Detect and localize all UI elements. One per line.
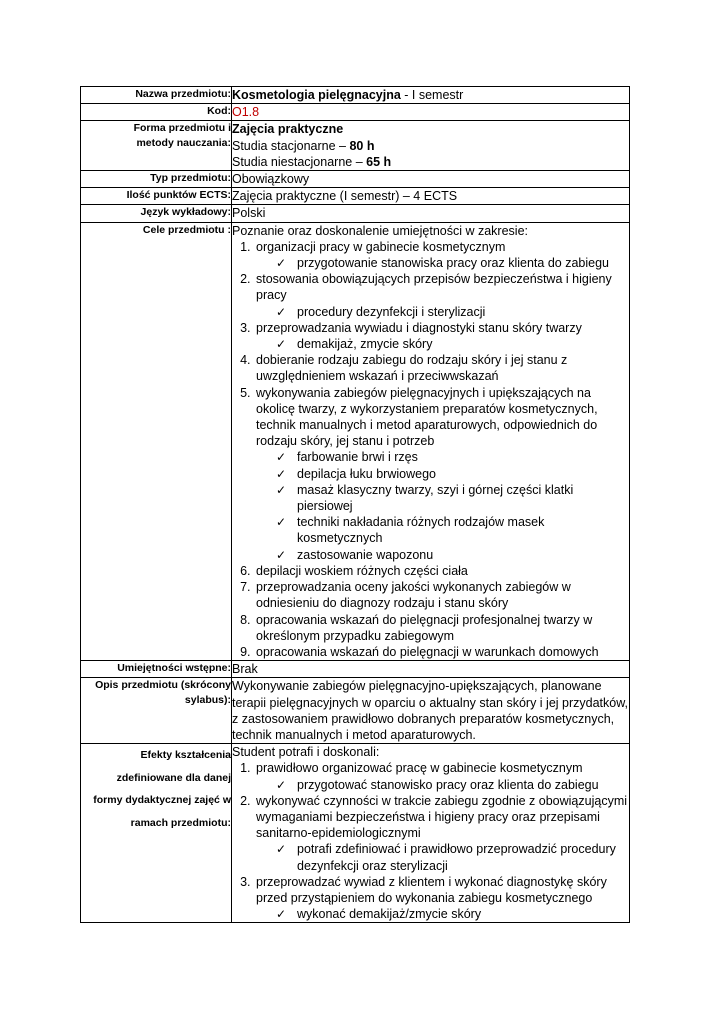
- checkmark-item: ✓ depilacja łuku brwiowego: [276, 466, 629, 482]
- label-typ: Typ przedmiotu:: [81, 171, 232, 188]
- value-umiejetnosci: Brak: [232, 661, 630, 678]
- label-opis-line-2: sylabus):: [184, 694, 231, 707]
- list-item-text: przeprowadzania wywiadu i diagnostyki stanu skóry twarzy: [256, 320, 582, 335]
- value-typ: Obowiązkowy: [232, 171, 630, 188]
- label-kod: Kod:: [81, 104, 232, 121]
- course-semester: - I semestr: [400, 88, 464, 102]
- checkmark-list: [256, 777, 629, 793]
- label-forma: [81, 121, 232, 171]
- row-typ: [81, 171, 630, 188]
- list-item-text: opracowania wskazań do pielęgnacji profesjonalnej twarzy w określonym przypadku zabiegowym: [256, 612, 593, 643]
- forma-heading: Zajęcia praktyczne: [232, 122, 344, 137]
- forma-stacjonarne: [232, 138, 629, 154]
- list-item-text: stosowania obowiązujących przepisów bezpieczeństwa i higieny pracy: [256, 272, 612, 303]
- row-opis: [81, 678, 630, 744]
- checkmark-item: ✓ masaż klasyczny twarzy, szyi i górnej części klatki piersiowej: [276, 482, 629, 514]
- list-item: [254, 320, 629, 352]
- label-efekty-line-2: zdefiniowane dla danej: [116, 771, 231, 784]
- list-item: [254, 612, 629, 644]
- list-item-text: przeprowadzać wywiad z klientem i wykonać diagnostykę skóry przed przystąpieniem do wykonania zabiegu kosmetycznego: [256, 874, 607, 905]
- list-item: [254, 874, 629, 923]
- checkmark-item: ✓ farbowanie brwi i rzęs: [276, 449, 629, 465]
- row-forma: [81, 121, 630, 171]
- list-item: [254, 793, 629, 874]
- label-efekty-line-3: formy dydaktycznej zajęć w: [93, 794, 231, 807]
- list-item: [254, 271, 629, 320]
- value-efekty: [232, 744, 630, 923]
- label-ects: Ilość punktów ECTS:: [81, 188, 232, 205]
- value-forma: [232, 121, 630, 171]
- label-jezyk: Język wykładowy:: [81, 205, 232, 222]
- checkmark-list: [256, 841, 629, 873]
- list-item: [254, 579, 629, 611]
- checkmark-list: [256, 906, 629, 922]
- label-opis: [81, 678, 232, 744]
- cele-intro: Poznanie oraz doskonalenie umiejętności w zakresie:: [232, 223, 528, 238]
- checkmark-list: [256, 336, 629, 352]
- list-item-text: przeprowadzania oceny jakości wykonanych zabiegów w odniesieniu do diagnozy rodzaju i stanu skóry: [256, 580, 571, 611]
- label-nazwa: Nazwa przedmiotu:: [81, 87, 232, 104]
- list-item: [254, 644, 629, 660]
- list-item-text: organizacji pracy w gabinecie kosmetycznym: [256, 239, 506, 254]
- cele-list: [232, 239, 629, 660]
- list-item-text: opracowania wskazań do pielęgnacji w warunkach domowych: [256, 644, 599, 659]
- list-item-text: wykonywać czynności w trakcie zabiegu zgodnie z obowiązującymi wymaganiami bezpieczeństwa i higieny pracy oraz przepisami sanitarno-epidemiologicznymi: [256, 793, 628, 841]
- list-item: [254, 352, 629, 384]
- efekty-list: [232, 760, 629, 922]
- label-umiejetnosci: Umiejętności wstępne:: [81, 661, 232, 678]
- forma-niestacjonarne: [232, 154, 629, 170]
- checkmark-list: [256, 255, 629, 271]
- list-item: [254, 385, 629, 563]
- value-ects: Zajęcia praktyczne (I semestr) – 4 ECTS: [232, 188, 630, 205]
- value-kod: O1.8: [232, 104, 630, 121]
- row-cele: [81, 222, 630, 660]
- checkmark-item: ✓ przygotować stanowisko pracy oraz klienta do zabiegu: [276, 777, 629, 793]
- label-efekty-line-1: Efekty kształcenia: [140, 749, 231, 762]
- efekty-intro: Student potrafi i doskonali:: [232, 745, 380, 760]
- label-efekty-line-4: ramach przedmiotu:: [130, 816, 231, 829]
- label-cele: Cele przedmiotu :: [81, 222, 232, 660]
- value-opis: Wykonywanie zabiegów pielęgnacyjno-upiększających, planowane terapii pielęgnacyjnych w oparciu o aktualny stan skóry i jej przydatków, z zastosowaniem prawidłowo dobranych preparatów kosmetycznych, technik manualnych i metod aparaturowych.: [232, 679, 629, 742]
- row-efekty: [81, 744, 630, 923]
- forma-niestac-text: Studia niestacjonarne –: [232, 154, 367, 169]
- label-forma-line-2: metody nauczania:: [136, 137, 231, 150]
- list-item: [254, 563, 629, 579]
- checkmark-item: ✓ procedury dezynfekcji i sterylizacji: [276, 304, 629, 320]
- checkmark-item: ✓ wykonać demakijaż/zmycie skóry: [276, 906, 629, 922]
- list-item: [254, 760, 629, 792]
- value-nazwa: [232, 87, 630, 104]
- forma-stac-hours: 80 h: [349, 138, 375, 153]
- value-jezyk: Polski: [232, 205, 630, 222]
- row-umiejetnosci: [81, 661, 630, 678]
- list-item-text: depilacji woskiem różnych części ciała: [256, 563, 468, 578]
- checkmark-item: ✓ techniki nakładania różnych rodzajów masek kosmetycznych: [276, 514, 629, 546]
- checkmark-item: ✓ potrafi zdefiniować i prawidłowo przeprowadzić procedury dezynfekcji oraz sterylizacji: [276, 841, 629, 873]
- checkmark-list: [256, 449, 629, 562]
- forma-niestac-hours: 65 h: [366, 154, 392, 169]
- course-title: Kosmetologia pielęgnacyjna: [232, 88, 401, 102]
- row-nazwa: [81, 87, 630, 104]
- list-item-text: prawidłowo organizować pracę w gabinecie kosmetycznym: [256, 761, 583, 776]
- label-efekty: [81, 744, 232, 923]
- row-ects: [81, 188, 630, 205]
- checkmark-item: ✓ demakijaż, zmycie skóry: [276, 336, 629, 352]
- checkmark-item: ✓ przygotowanie stanowiska pracy oraz klienta do zabiegu: [276, 255, 629, 271]
- checkmark-item: ✓ zastosowanie wapozonu: [276, 547, 629, 563]
- value-cele: [232, 222, 630, 660]
- checkmark-list: [256, 304, 629, 320]
- list-item: [254, 239, 629, 271]
- list-item-text: wykonywania zabiegów pielęgnacyjnych i upiększających na okolicę twarzy, z wykorzystaniem preparatów kosmetycznych, technik manualnych i metod aparaturowych, odpowiednich do rodzaju skóry, jej stanu i potrzeb: [256, 385, 598, 449]
- label-forma-line-1: Forma przedmiotu i: [133, 122, 231, 135]
- row-jezyk: [81, 205, 630, 222]
- forma-stac-text: Studia stacjonarne –: [232, 138, 350, 153]
- label-opis-line-1: Opis przedmiotu (skrócony: [95, 679, 231, 692]
- list-item-text: dobieranie rodzaju zabiegu do rodzaju skóry i jej stanu z uwzględnieniem wskazań i przeciwwskazań: [256, 353, 568, 384]
- row-kod: [81, 104, 630, 121]
- course-table: [80, 86, 630, 923]
